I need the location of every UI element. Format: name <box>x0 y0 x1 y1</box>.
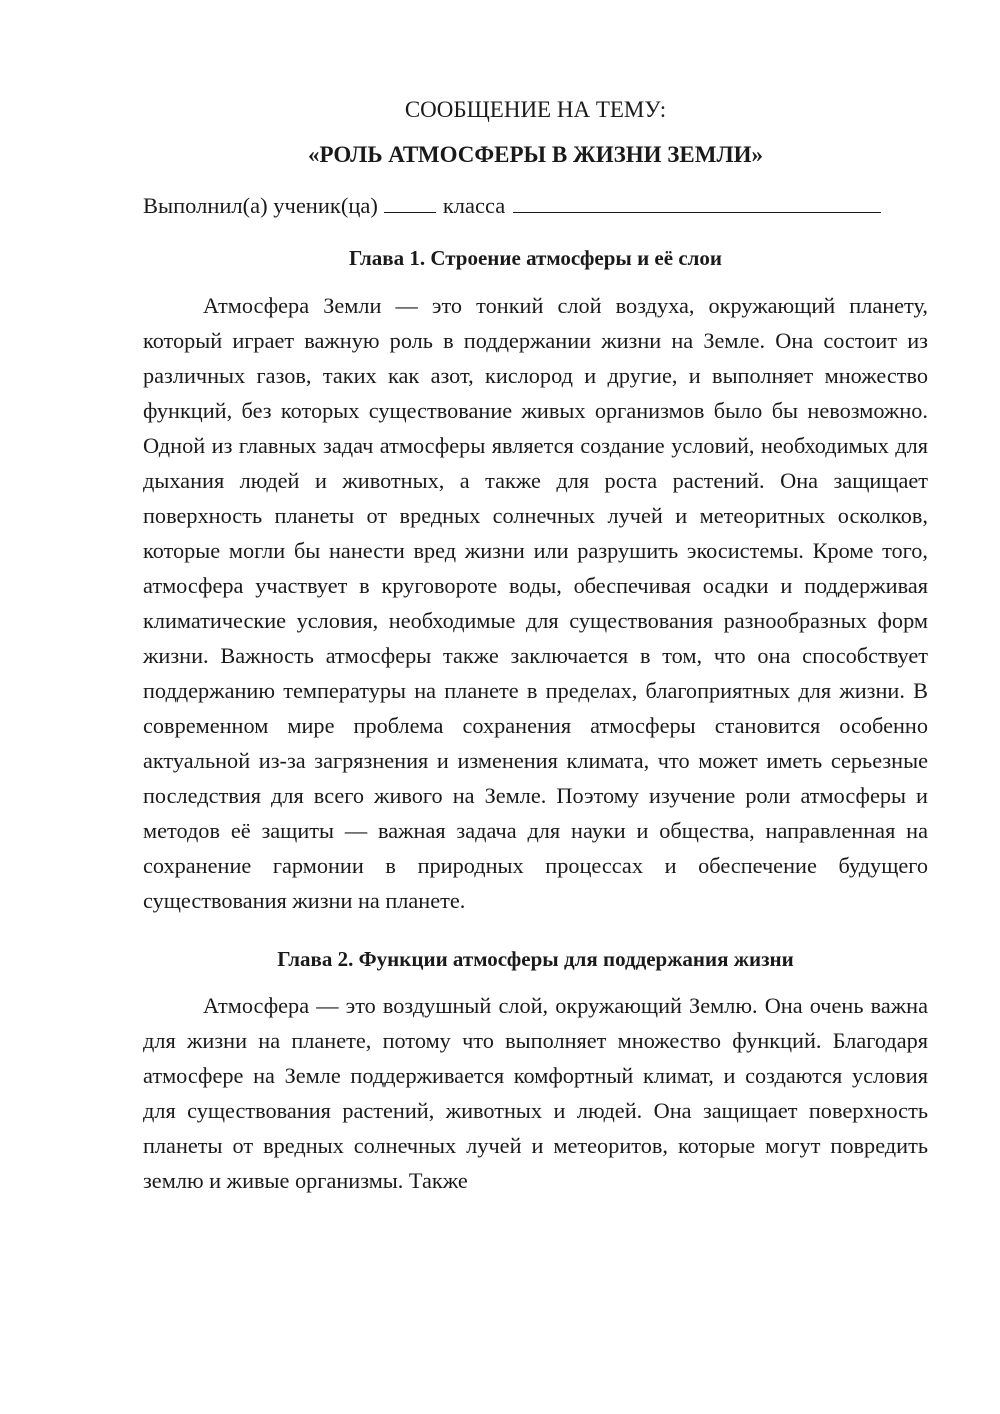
student-name-blank <box>513 190 881 213</box>
class-label: класса <box>442 193 506 218</box>
chapter-2-heading: Глава 2. Функции атмосферы для поддержания жизни <box>277 947 794 971</box>
class-number-blank <box>384 190 436 213</box>
document-header: СООБЩЕНИЕ НА ТЕМУ: <box>404 97 667 122</box>
chapter-2-paragraph: Атмосфера — это воздушный слой, окружающий Землю. Она очень важна для жизни на планете, потому что выполняет множество функций. Благодаря атмосфере на Земле поддерживается комфортный климат, и создаются условия для существования растений, животных и людей. Она защищает поверхность планеты от вредных солнечных лучей и метеоритов, которые могут повредить землю и живые организмы. Также <box>143 993 928 1193</box>
author-prefix: Выполнил(а) ученик(ца) <box>143 193 378 218</box>
chapter-1-heading: Глава 1. Строение атмосферы и её слои <box>348 246 723 270</box>
document-title: «РОЛЬ АТМОСФЕРЫ В ЖИЗНИ ЗЕМЛИ» <box>308 142 763 167</box>
author-line <box>143 190 928 222</box>
chapter-1-paragraph: Атмосфера Земли — это тонкий слой воздуха, окружающий планету, который играет важную роль в поддержании жизни на Земле. Она состоит из различных газов, таких как азот, кислород и другие, и выполняет множество функций, без которых существование живых организмов было бы невозможно. Одной из главных задач атмосферы является создание условий, необходимых для дыхания людей и животных, а также для роста растений. Она защищает поверхность планеты от вредных солнечных лучей и метеоритных осколков, которые могли бы нанести вред жизни или разрушить экосистемы. Кроме того, атмосфера участвует в круговороте воды, обеспечивая осадки и поддерживая климатические условия, необходимые для существования разнообразных форм жизни. Важность атмосферы также заключается в том, что она способствует поддержанию температуры на планете в пределах, благоприятных для жизни. В современном мире проблема сохранения атмосферы становится особенно актуальной из-за загрязнения и изменения климата, что может иметь серьезные последствия для всего живого на Земле. Поэтому изучение роли атмосферы и методов её защиты — важная задача для науки и общества, направленная на сохранение гармонии в природных процессах и обеспечение будущего существования жизни на планете. <box>143 293 928 913</box>
document-body <box>143 94 928 1198</box>
